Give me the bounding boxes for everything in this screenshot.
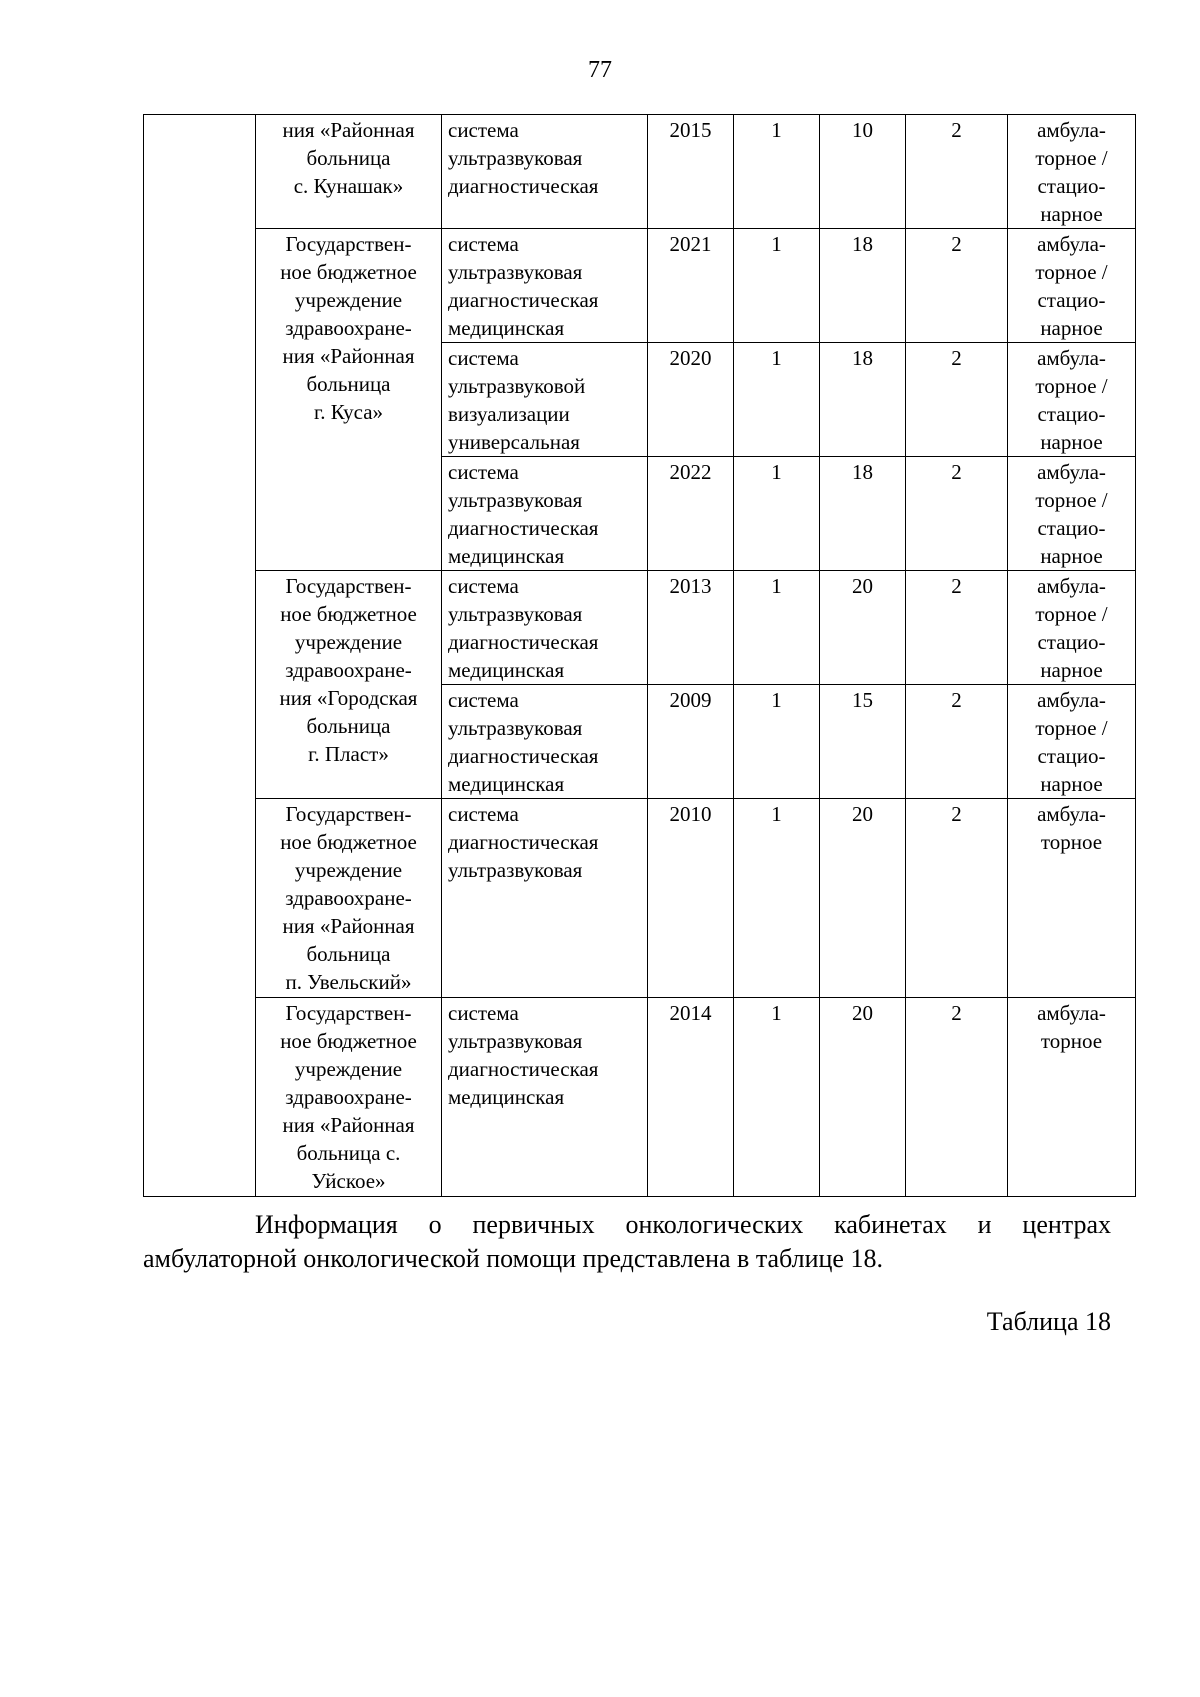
org-line: учреждение (294, 1057, 403, 1081)
value-cell: 2 (906, 457, 1008, 571)
equipment-name-cell (442, 457, 648, 571)
mode-line: стацио- (1037, 174, 1106, 198)
count-cell: 1 (734, 115, 820, 229)
mode-line: нарное (1040, 430, 1103, 454)
organization-cell (256, 998, 442, 1197)
org-line: Государствен- (285, 802, 412, 826)
year-cell: 2015 (648, 115, 734, 229)
paragraph-line: амбулаторной онкологической помощи представлена в таблице 18. (143, 1244, 883, 1273)
mode-cell (1008, 998, 1136, 1197)
org-line: ния «Районная (282, 1113, 415, 1137)
org-line: больница (306, 942, 391, 966)
value-cell: 2 (906, 799, 1008, 998)
year-cell: 2010 (648, 799, 734, 998)
equipment-line: система (448, 232, 519, 256)
organization-cell (256, 229, 442, 571)
organization-cell (256, 115, 442, 229)
mode-line: торное / (1035, 488, 1108, 512)
equipment-line: диагностическая (448, 516, 599, 540)
year-cell: 2021 (648, 229, 734, 343)
equipment-line: система (448, 460, 519, 484)
equipment-line: ультразвуковая (448, 146, 583, 170)
org-line: учреждение (294, 630, 403, 654)
equipment-name-cell (442, 343, 648, 457)
table-row (144, 571, 1136, 685)
year-cell: 2020 (648, 343, 734, 457)
mode-cell (1008, 115, 1136, 229)
equipment-line: медицинская (448, 1085, 565, 1109)
value-cell: 15 (820, 685, 906, 799)
mode-line: торное / (1035, 602, 1108, 626)
org-line: с. Кунашак» (293, 174, 404, 198)
count-cell: 1 (734, 998, 820, 1197)
org-line: Государствен- (285, 574, 412, 598)
mode-line: амбула- (1037, 574, 1106, 598)
equipment-name-cell (442, 115, 648, 229)
value-cell: 18 (820, 457, 906, 571)
org-line: учреждение (294, 288, 403, 312)
org-line: здравоохране- (285, 1085, 412, 1109)
equipment-line: визуализации (448, 402, 570, 426)
equipment-line: медицинская (448, 658, 565, 682)
equipment-name-cell (442, 571, 648, 685)
value-cell: 2 (906, 115, 1008, 229)
table-row (144, 229, 1136, 343)
org-line: ное бюджетное (280, 602, 417, 626)
org-line: больница с. (296, 1141, 401, 1165)
table-row (144, 115, 1136, 229)
mode-line: торное / (1035, 260, 1108, 284)
mode-line: стацио- (1037, 744, 1106, 768)
value-cell: 2 (906, 343, 1008, 457)
count-cell: 1 (734, 685, 820, 799)
equipment-name-cell (442, 799, 648, 998)
equipment-line: ультразвуковая (448, 602, 583, 626)
org-line: ния «Районная (282, 914, 415, 938)
mode-line: торное / (1035, 146, 1108, 170)
equipment-name-cell (442, 685, 648, 799)
org-line: ния «Городская (279, 686, 418, 710)
table-caption: Таблица 18 (986, 1307, 1111, 1336)
mode-line: торное / (1035, 716, 1108, 740)
count-cell: 1 (734, 457, 820, 571)
mode-line: нарное (1040, 316, 1103, 340)
mode-line: стацио- (1037, 402, 1106, 426)
org-line: г. Пласт» (308, 742, 389, 766)
equipment-line: универсальная (448, 430, 580, 454)
equipment-line: диагностическая (448, 174, 599, 198)
org-line: больница (306, 146, 391, 170)
body-paragraph (143, 1208, 1111, 1276)
mode-cell (1008, 799, 1136, 998)
value-cell: 20 (820, 571, 906, 685)
page-number: 77 (588, 57, 612, 83)
blank-number-cell (144, 115, 256, 1197)
mode-cell (1008, 571, 1136, 685)
org-line: больница (306, 372, 391, 396)
equipment-line: диагностическая (448, 630, 599, 654)
equipment-line: медицинская (448, 772, 565, 796)
org-line: ния «Районная (282, 118, 415, 142)
equipment-line: система (448, 688, 519, 712)
table-row (144, 799, 1136, 998)
mode-line: амбула- (1037, 232, 1106, 256)
equipment-line: диагностическая (448, 288, 599, 312)
equipment-line: ультразвуковая (448, 858, 583, 882)
value-cell: 2 (906, 685, 1008, 799)
mode-line: амбула- (1037, 688, 1106, 712)
org-line: учреждение (294, 858, 403, 882)
equipment-line: медицинская (448, 316, 565, 340)
mode-line: амбула- (1037, 460, 1106, 484)
org-line: Государствен- (285, 232, 412, 256)
equipment-line: система (448, 1001, 519, 1025)
mode-line: амбула- (1037, 346, 1106, 370)
mode-line: амбула- (1037, 118, 1106, 142)
org-line: больница (306, 714, 391, 738)
mode-cell (1008, 457, 1136, 571)
equipment-name-cell (442, 229, 648, 343)
year-cell: 2009 (648, 685, 734, 799)
year-cell: 2022 (648, 457, 734, 571)
equipment-line: система (448, 118, 519, 142)
value-cell: 20 (820, 799, 906, 998)
count-cell: 1 (734, 229, 820, 343)
count-cell: 1 (734, 343, 820, 457)
mode-line: стацио- (1037, 288, 1106, 312)
count-cell: 1 (734, 571, 820, 685)
value-cell: 18 (820, 229, 906, 343)
org-line: ное бюджетное (280, 830, 417, 854)
equipment-line: система (448, 574, 519, 598)
equipment-line: ультразвуковая (448, 716, 583, 740)
org-line: ния «Районная (282, 344, 415, 368)
equipment-line: ультразвуковая (448, 1029, 583, 1053)
mode-cell (1008, 685, 1136, 799)
equipment-line: диагностическая (448, 1057, 599, 1081)
org-line: здравоохране- (285, 316, 412, 340)
equipment-line: система (448, 802, 519, 826)
mode-line: амбула- (1037, 802, 1106, 826)
value-cell: 10 (820, 115, 906, 229)
value-cell: 20 (820, 998, 906, 1197)
mode-line: нарное (1040, 544, 1103, 568)
mode-line: торное (1040, 1029, 1103, 1053)
equipment-line: ультразвуковой (448, 374, 586, 398)
value-cell: 2 (906, 571, 1008, 685)
org-line: ное бюджетное (280, 260, 417, 284)
organization-cell (256, 799, 442, 998)
org-line: Уйское» (311, 1169, 386, 1193)
mode-line: стацио- (1037, 630, 1106, 654)
mode-line: амбула- (1037, 1001, 1106, 1025)
value-cell: 2 (906, 229, 1008, 343)
year-cell: 2014 (648, 998, 734, 1197)
org-line: здравоохране- (285, 658, 412, 682)
paragraph-line: Информация о первичных онкологических кабинетах и центрах (255, 1210, 1111, 1239)
value-cell: 2 (906, 998, 1008, 1197)
value-cell: 18 (820, 343, 906, 457)
mode-cell (1008, 343, 1136, 457)
org-line: г. Куса» (313, 400, 384, 424)
org-line: Государствен- (285, 1001, 412, 1025)
table-row (144, 998, 1136, 1197)
org-line: ное бюджетное (280, 1029, 417, 1053)
count-cell: 1 (734, 799, 820, 998)
org-line: здравоохране- (285, 886, 412, 910)
mode-cell (1008, 229, 1136, 343)
equipment-line: диагностическая (448, 830, 599, 854)
equipment-line: система (448, 346, 519, 370)
mode-line: нарное (1040, 772, 1103, 796)
mode-line: стацио- (1037, 516, 1106, 540)
equipment-line: ультразвуковая (448, 488, 583, 512)
equipment-line: ультразвуковая (448, 260, 583, 284)
equipment-table (143, 114, 1136, 1197)
org-line: п. Увельский» (285, 970, 412, 994)
mode-line: нарное (1040, 658, 1103, 682)
equipment-line: диагностическая (448, 744, 599, 768)
year-cell: 2013 (648, 571, 734, 685)
equipment-line: медицинская (448, 544, 565, 568)
mode-line: торное (1040, 830, 1103, 854)
mode-line: торное / (1035, 374, 1108, 398)
organization-cell (256, 571, 442, 799)
equipment-name-cell (442, 998, 648, 1197)
mode-line: нарное (1040, 202, 1103, 226)
